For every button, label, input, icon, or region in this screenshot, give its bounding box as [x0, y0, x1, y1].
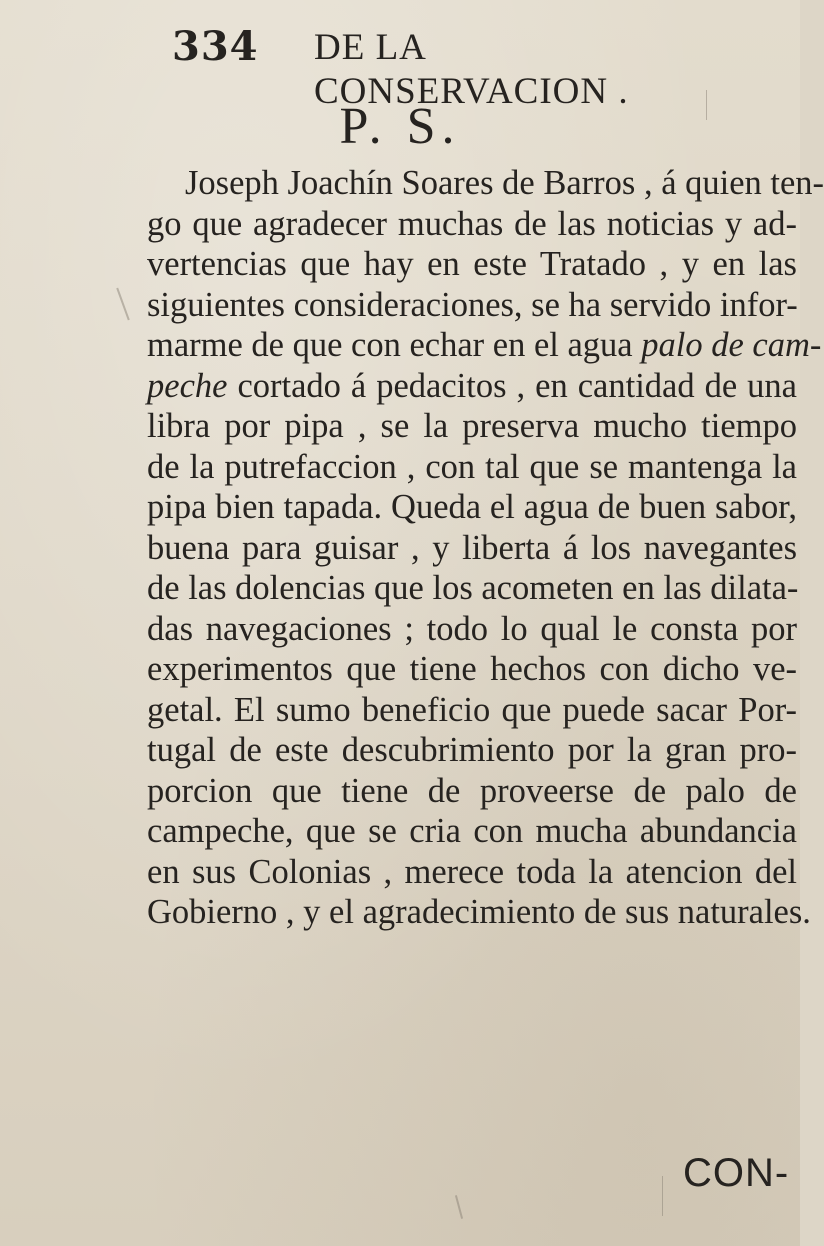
text-line: getal. El sumo beneficio que puede sacar Por-	[147, 690, 797, 729]
text-line-start: marme de que con echar en el agua	[147, 326, 633, 364]
text-line	[147, 325, 822, 366]
text-line: vertencias que hay en este Tratado , y en las	[147, 245, 797, 283]
text-line: en sus Colonias , merece toda la atencion del	[147, 852, 797, 891]
text-line: libra por pipa , se la preserva mucho tiempo	[147, 407, 797, 445]
paper-blemish	[706, 90, 707, 120]
text-line-rest: cortado á pedacitos , en cantidad de una	[227, 366, 797, 405]
text-line: de las dolencias que los acometen en las dilata-	[147, 569, 799, 607]
text-line: tugal de este descubrimiento por la gran pro-	[147, 731, 797, 769]
page-number: 334	[172, 23, 259, 70]
text-line: buena para guisar , y liberta á los navegantes	[147, 528, 797, 567]
body-paragraph	[147, 163, 824, 933]
paper-blemish	[662, 1176, 663, 1216]
running-head	[172, 22, 692, 112]
text-line: de la putrefaccion , con tal que se mantenga la	[147, 447, 797, 486]
text-line	[147, 366, 797, 407]
running-title: DE LA CONSERVACION .	[314, 27, 629, 112]
text-line: go que agradecer muchas de las noticias y ad-	[147, 204, 797, 243]
text-line: porcion que tiene de proveerse de palo de	[147, 771, 797, 810]
paper-blemish	[455, 1195, 463, 1219]
text-line: Joseph Joachín Soares de Barros , á quien ten-	[185, 164, 824, 202]
italic-term-end: peche	[147, 366, 228, 405]
text-line: Gobierno , y el agradecimiento de sus naturales.	[147, 893, 811, 931]
text-line: siguientes consideraciones, se ha servido infor-	[147, 285, 798, 324]
text-line: das navegaciones ; todo lo qual le consta por	[147, 609, 797, 648]
text-line: campeche, que se cria con mucha abundancia	[147, 812, 797, 850]
catchword: CON-	[683, 1151, 790, 1195]
text-line: experimentos que tiene hechos con dicho ve-	[147, 650, 797, 688]
section-heading: P. S.	[339, 98, 461, 155]
italic-term: palo de cam-	[641, 326, 822, 364]
text-line: pipa bien tapada. Queda el agua de buen sabor,	[147, 488, 797, 526]
paper-blemish	[116, 288, 130, 321]
